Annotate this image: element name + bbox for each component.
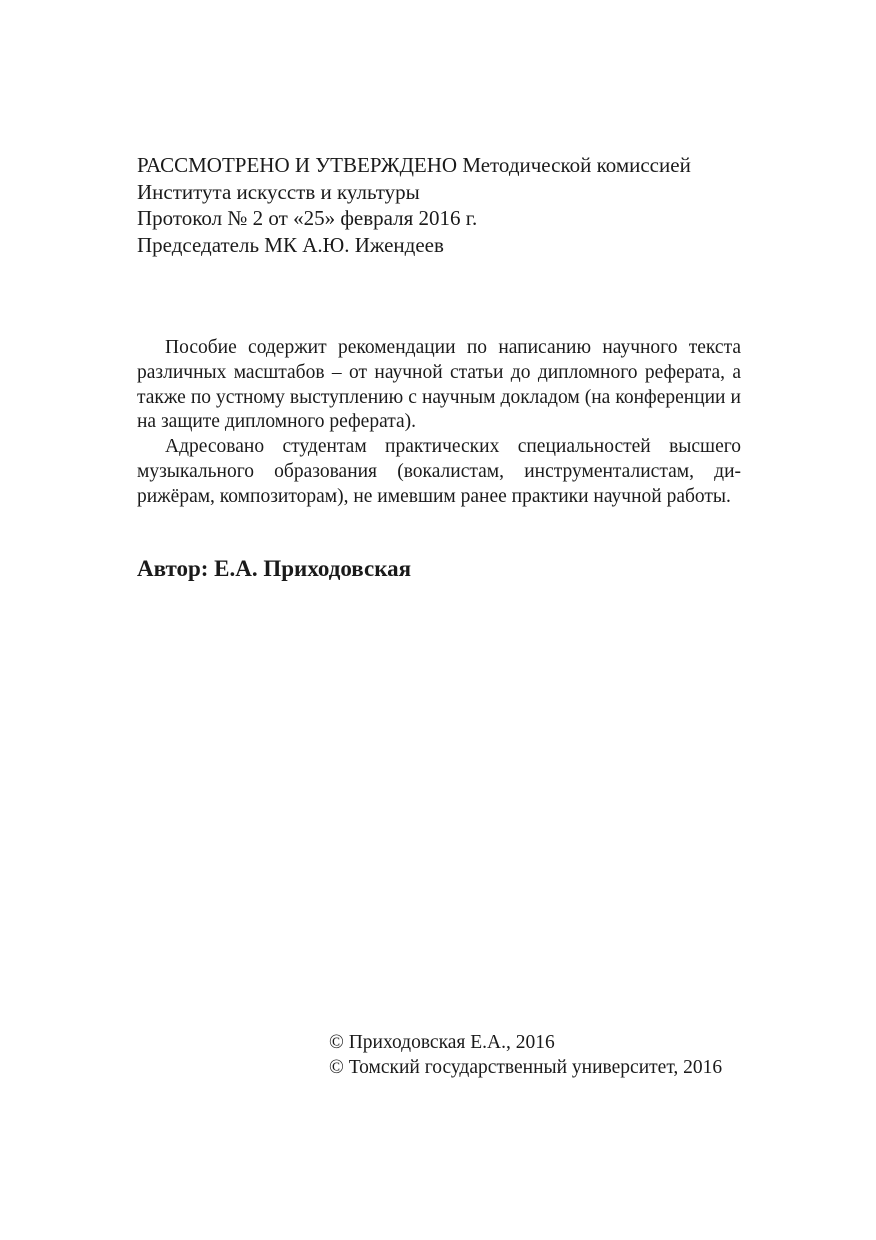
copyright-block — [329, 1031, 722, 1080]
copyright-university: © Томский государственный университет, 2016 — [329, 1056, 723, 1078]
approval-line: РАССМОТРЕНО И УТВЕРЖДЕНО Методической комиссией — [137, 153, 691, 177]
protocol-line: Протокол № 2 от «25» февраля 2016 г. — [137, 206, 478, 230]
approval-block — [137, 152, 777, 258]
approval-line: Института искусств и культуры — [137, 179, 420, 204]
abstract-block — [137, 336, 741, 510]
chairman-line: Председатель МК А.Ю. Ижендеев — [137, 232, 444, 257]
abstract-paragraph: Пособие содержит рекомендации по написанию научного текста различных масштабов – от научной статьи до дипломного реферата, а также по устному выступлению с научным докладом (на конференции и на защите дипломного реферата). — [137, 337, 741, 433]
audience-paragraph: Адресовано студентам практических специальностей высшего музыкального образования (вокалистам, инструменталистам, дирижёрам, композиторам), не имевшим ранее практики научной работы. — [137, 436, 741, 507]
author-line: Автор: Е.А. Приходовская — [137, 556, 412, 581]
copyright-author: © Приходовская Е.А., 2016 — [329, 1032, 555, 1053]
